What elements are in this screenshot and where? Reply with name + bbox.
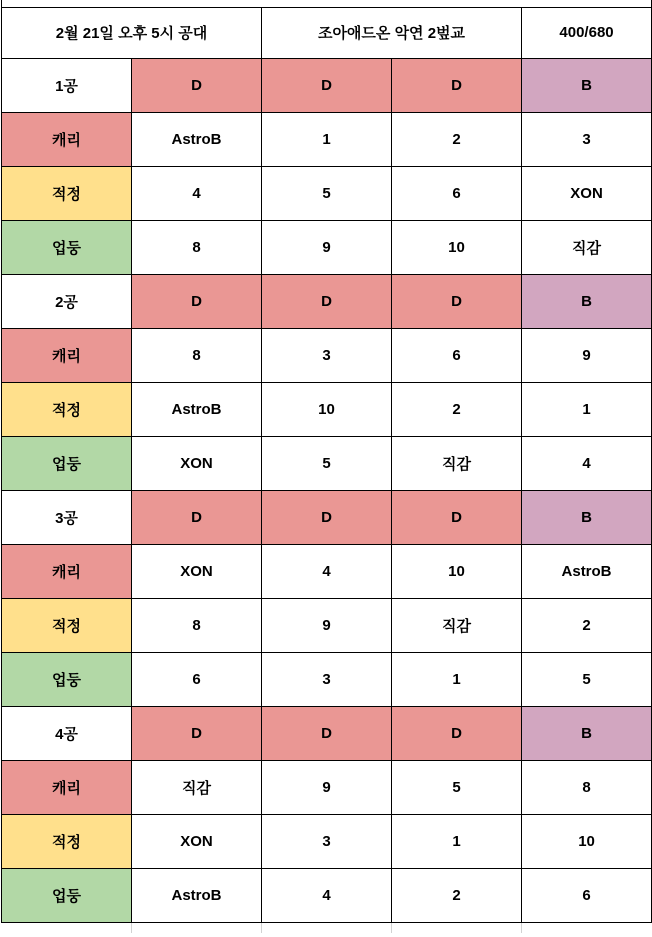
- fair-row-4: [2, 814, 652, 868]
- carried-row-4: [2, 868, 652, 922]
- value-cell[interactable]: 8: [522, 760, 652, 814]
- value-cell[interactable]: 2: [392, 868, 522, 922]
- value-cell[interactable]: 6: [132, 652, 262, 706]
- value-cell[interactable]: 3: [522, 112, 652, 166]
- value-cell[interactable]: AstroB: [132, 112, 262, 166]
- value-cell[interactable]: AstroB: [132, 868, 262, 922]
- value-cell[interactable]: XON: [132, 814, 262, 868]
- value-cell[interactable]: 8: [132, 328, 262, 382]
- header-cell-gold[interactable]: 400/680: [522, 7, 652, 58]
- value-cell[interactable]: XON: [132, 544, 262, 598]
- value-cell[interactable]: 10: [392, 544, 522, 598]
- value-cell[interactable]: 5: [262, 166, 392, 220]
- carried-row-2: [2, 436, 652, 490]
- grade-cell[interactable]: B: [522, 490, 652, 544]
- carry-row-1: [2, 112, 652, 166]
- group-label-cell[interactable]: 4공: [2, 706, 132, 760]
- value-cell[interactable]: 5: [392, 760, 522, 814]
- fair-row-2: [2, 382, 652, 436]
- value-cell[interactable]: 직감: [392, 436, 522, 490]
- header-cell-addon-info[interactable]: 조아애드온 악연 2벞교: [262, 7, 522, 58]
- raid-roster-table: [1, 0, 652, 933]
- row-label-cell[interactable]: 적정: [2, 166, 132, 220]
- grade-cell[interactable]: B: [522, 274, 652, 328]
- carry-row-3: [2, 544, 652, 598]
- group-grade-row-1: [2, 58, 652, 112]
- value-cell[interactable]: AstroB: [132, 382, 262, 436]
- value-cell[interactable]: 4: [262, 868, 392, 922]
- row-label-cell[interactable]: 업둥: [2, 652, 132, 706]
- fair-row-3: [2, 598, 652, 652]
- value-cell[interactable]: 5: [522, 652, 652, 706]
- value-cell[interactable]: 직감: [132, 760, 262, 814]
- value-cell[interactable]: 4: [262, 544, 392, 598]
- value-cell[interactable]: 6: [392, 166, 522, 220]
- cut-off-row-top: [2, 0, 652, 7]
- cut-off-cell: [392, 922, 522, 933]
- value-cell[interactable]: 2: [392, 382, 522, 436]
- row-label-cell[interactable]: 업둥: [2, 868, 132, 922]
- grade-cell[interactable]: D: [132, 490, 262, 544]
- value-cell[interactable]: 1: [262, 112, 392, 166]
- value-cell[interactable]: 8: [132, 598, 262, 652]
- grade-cell[interactable]: D: [262, 274, 392, 328]
- fair-row-1: [2, 166, 652, 220]
- carry-row-4: [2, 760, 652, 814]
- value-cell[interactable]: 9: [262, 760, 392, 814]
- value-cell[interactable]: 10: [392, 220, 522, 274]
- value-cell[interactable]: 6: [392, 328, 522, 382]
- value-cell[interactable]: 10: [522, 814, 652, 868]
- row-label-cell[interactable]: 적정: [2, 814, 132, 868]
- row-label-cell[interactable]: 캐리: [2, 544, 132, 598]
- row-label-cell[interactable]: 캐리: [2, 112, 132, 166]
- header-row: [2, 7, 652, 58]
- grade-cell[interactable]: D: [262, 706, 392, 760]
- grade-cell[interactable]: D: [392, 706, 522, 760]
- row-label-cell[interactable]: 캐리: [2, 760, 132, 814]
- value-cell[interactable]: 9: [522, 328, 652, 382]
- group-grade-row-3: [2, 490, 652, 544]
- value-cell[interactable]: XON: [522, 166, 652, 220]
- value-cell[interactable]: 4: [522, 436, 652, 490]
- cut-off-cell: [2, 0, 652, 7]
- grade-cell[interactable]: D: [262, 58, 392, 112]
- cut-off-cell: [262, 922, 392, 933]
- row-label-cell[interactable]: 업둥: [2, 436, 132, 490]
- value-cell[interactable]: 6: [522, 868, 652, 922]
- grade-cell[interactable]: D: [392, 274, 522, 328]
- value-cell[interactable]: 2: [392, 112, 522, 166]
- value-cell[interactable]: 3: [262, 814, 392, 868]
- grade-cell[interactable]: D: [262, 490, 392, 544]
- row-label-cell[interactable]: 업둥: [2, 220, 132, 274]
- cut-off-cell: [522, 922, 652, 933]
- row-label-cell[interactable]: 적정: [2, 598, 132, 652]
- value-cell[interactable]: 3: [262, 652, 392, 706]
- value-cell[interactable]: 직감: [522, 220, 652, 274]
- group-label-cell[interactable]: 2공: [2, 274, 132, 328]
- group-grade-row-4: [2, 706, 652, 760]
- header-cell-raid-info[interactable]: 2월 21일 오후 5시 공대: [2, 7, 262, 58]
- grade-cell[interactable]: D: [132, 706, 262, 760]
- cut-off-cell: [132, 922, 262, 933]
- value-cell[interactable]: 10: [262, 382, 392, 436]
- grade-cell[interactable]: D: [132, 58, 262, 112]
- value-cell[interactable]: 1: [392, 814, 522, 868]
- value-cell[interactable]: 1: [522, 382, 652, 436]
- grade-cell[interactable]: B: [522, 58, 652, 112]
- group-grade-row-2: [2, 274, 652, 328]
- grade-cell[interactable]: D: [392, 490, 522, 544]
- value-cell[interactable]: 5: [262, 436, 392, 490]
- carried-row-3: [2, 652, 652, 706]
- group-label-cell[interactable]: 1공: [2, 58, 132, 112]
- value-cell[interactable]: 3: [262, 328, 392, 382]
- carry-row-2: [2, 328, 652, 382]
- value-cell[interactable]: XON: [132, 436, 262, 490]
- value-cell[interactable]: 8: [132, 220, 262, 274]
- row-label-cell[interactable]: 캐리: [2, 328, 132, 382]
- value-cell[interactable]: 9: [262, 598, 392, 652]
- value-cell[interactable]: 4: [132, 166, 262, 220]
- cut-off-cell: [2, 922, 132, 933]
- row-label-cell[interactable]: 적정: [2, 382, 132, 436]
- value-cell[interactable]: 2: [522, 598, 652, 652]
- carried-row-1: [2, 220, 652, 274]
- grade-cell[interactable]: D: [132, 274, 262, 328]
- value-cell[interactable]: 1: [392, 652, 522, 706]
- value-cell[interactable]: 9: [262, 220, 392, 274]
- value-cell[interactable]: 직감: [392, 598, 522, 652]
- group-label-cell[interactable]: 3공: [2, 490, 132, 544]
- grade-cell[interactable]: B: [522, 706, 652, 760]
- value-cell[interactable]: AstroB: [522, 544, 652, 598]
- cut-off-row-bottom: [2, 922, 652, 933]
- grade-cell[interactable]: D: [392, 58, 522, 112]
